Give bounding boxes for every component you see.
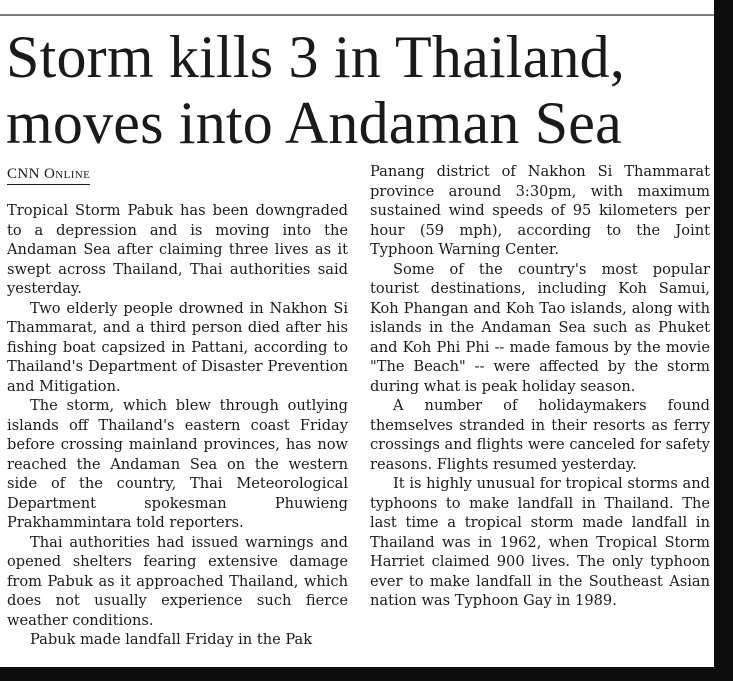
top-rule (0, 14, 714, 16)
paragraph: Panang district of Nakhon Si Thammarat province around 3:30pm, with maximum sustained wind speeds of 95 kilometers per hour (59 mph), according to the Joint Typhoon Warning Center. (370, 163, 710, 258)
right-border-bar (714, 0, 733, 681)
paragraph: Pabuk made landfall Friday in the Pak (30, 631, 313, 648)
headline-line-1: Storm kills 3 in Thailand, (6, 24, 626, 90)
headline (6, 24, 706, 156)
paragraph: It is highly unusual for tropical storms and typhoons to make landfall in Thailand. The last time a tropical storm made landfall in Thailand was in 1962, when Tropical Storm Harriet claimed 900 lives. The only typhoon ever to make landfall in the Southeast Asian nation was Typhoon Gay in 1989. (370, 475, 710, 609)
article-column-left (7, 201, 348, 650)
paragraph: Some of the country's most popular tourist destinations, including Koh Samui, Koh Phangan and Koh Tao islands, along with islands in the Andaman Sea such as Phuket and Koh Phi Phi -- made famous by the movie "The Beach" -- were affected by the storm during what is peak holiday season. (370, 260, 710, 395)
paragraph: Thai authorities had issued warnings and opened shelters fearing extensive damage from Pabuk as it approached Thailand, which does not usually experience such fierce weather conditions. (7, 533, 348, 629)
paragraph: Tropical Storm Pabuk has been downgraded to a depression and is moving into the Andaman Sea after claiming three lives as it swept across Thailand, Thai authorities said yesterday. (7, 202, 348, 297)
paragraph: A number of holidaymakers found themselves stranded in their resorts as ferry crossings and flights were canceled for safety reasons. Flights resumed yesterday. (370, 397, 710, 473)
article-column-right (370, 162, 710, 611)
source-credit: CNN Online (7, 166, 90, 185)
bottom-border-bar (0, 667, 733, 681)
headline-line-2: moves into Andaman Sea (6, 90, 622, 156)
paragraph: Two elderly people drowned in Nakhon Si Thammarat, and a third person died after his fishing boat capsized in Pattani, according to Thailand's Department of Disaster Prevention and Mitigation. (7, 299, 348, 395)
paragraph: The storm, which blew through outlying islands off Thailand's eastern coast Friday before crossing mainland provinces, has now reached the Andaman Sea on the western side of the country, Thai Meteorological Department spokesman Phuwieng Prakhammintara told reporters. (7, 397, 348, 531)
